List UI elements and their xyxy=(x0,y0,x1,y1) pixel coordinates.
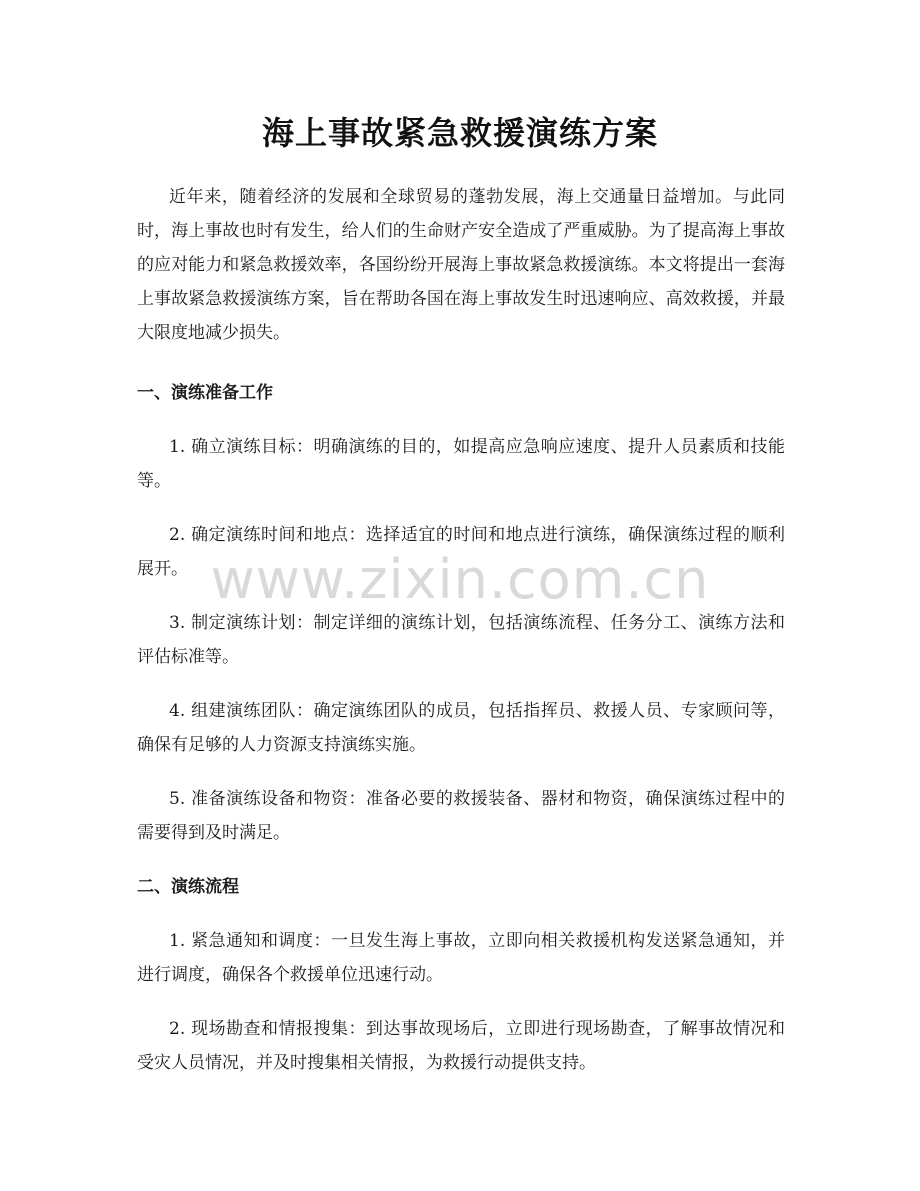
list-item: 2. 确定演练时间和地点：选择适宜的时间和地点进行演练，确保演练过程的顺利展开。 xyxy=(137,525,785,579)
watermark: www.zixin.com.cn xyxy=(210,548,710,611)
list-item: 1. 确立演练目标：明确演练的目的，如提高应急响应速度、提升人员素质和技能等。 xyxy=(137,437,785,491)
document-title: 海上事故紧急救援演练方案 xyxy=(261,114,658,152)
section-heading-process: 二、演练流程 xyxy=(137,877,239,897)
list-item: 4. 组建演练团队：确定演练团队的成员，包括指挥员、救援人员、专家顾问等，确保有足够的人力资源支持演练实施。 xyxy=(137,701,785,755)
list-item: 5. 准备演练设备和物资：准备必要的救援装备、器材和物资，确保演练过程中的需要得到及时满足。 xyxy=(137,789,785,843)
list-item: 1. 紧急通知和调度：一旦发生海上事故，立即向相关救援机构发送紧急通知，并进行调度，确保各个救援单位迅速行动。 xyxy=(137,931,785,985)
section-heading-preparation: 一、演练准备工作 xyxy=(137,383,273,403)
list-item: 2. 现场勘查和情报搜集：到达事故现场后，立即进行现场勘查，了解事故情况和受灾人员情况，并及时搜集相关情报，为救援行动提供支持。 xyxy=(137,1019,785,1073)
intro-paragraph: 近年来，随着经济的发展和全球贸易的蓬勃发展，海上交通量日益增加。与此同时，海上事故也时有发生，给人们的生命财产安全造成了严重威胁。为了提高海上事故的应对能力和紧急救援效率，各国纷纷开展海上事故紧急救援演练。本文将提出一套海上事故紧急救援演练方案，旨在帮助各国在海上事故发生时迅速响应、高效救援，并最大限度地减少损失。 xyxy=(137,187,785,343)
document-body xyxy=(137,180,785,1100)
list-item: 3. 制定演练计划：制定详细的演练计划，包括演练流程、任务分工、演练方法和评估标准等。 xyxy=(137,613,785,667)
